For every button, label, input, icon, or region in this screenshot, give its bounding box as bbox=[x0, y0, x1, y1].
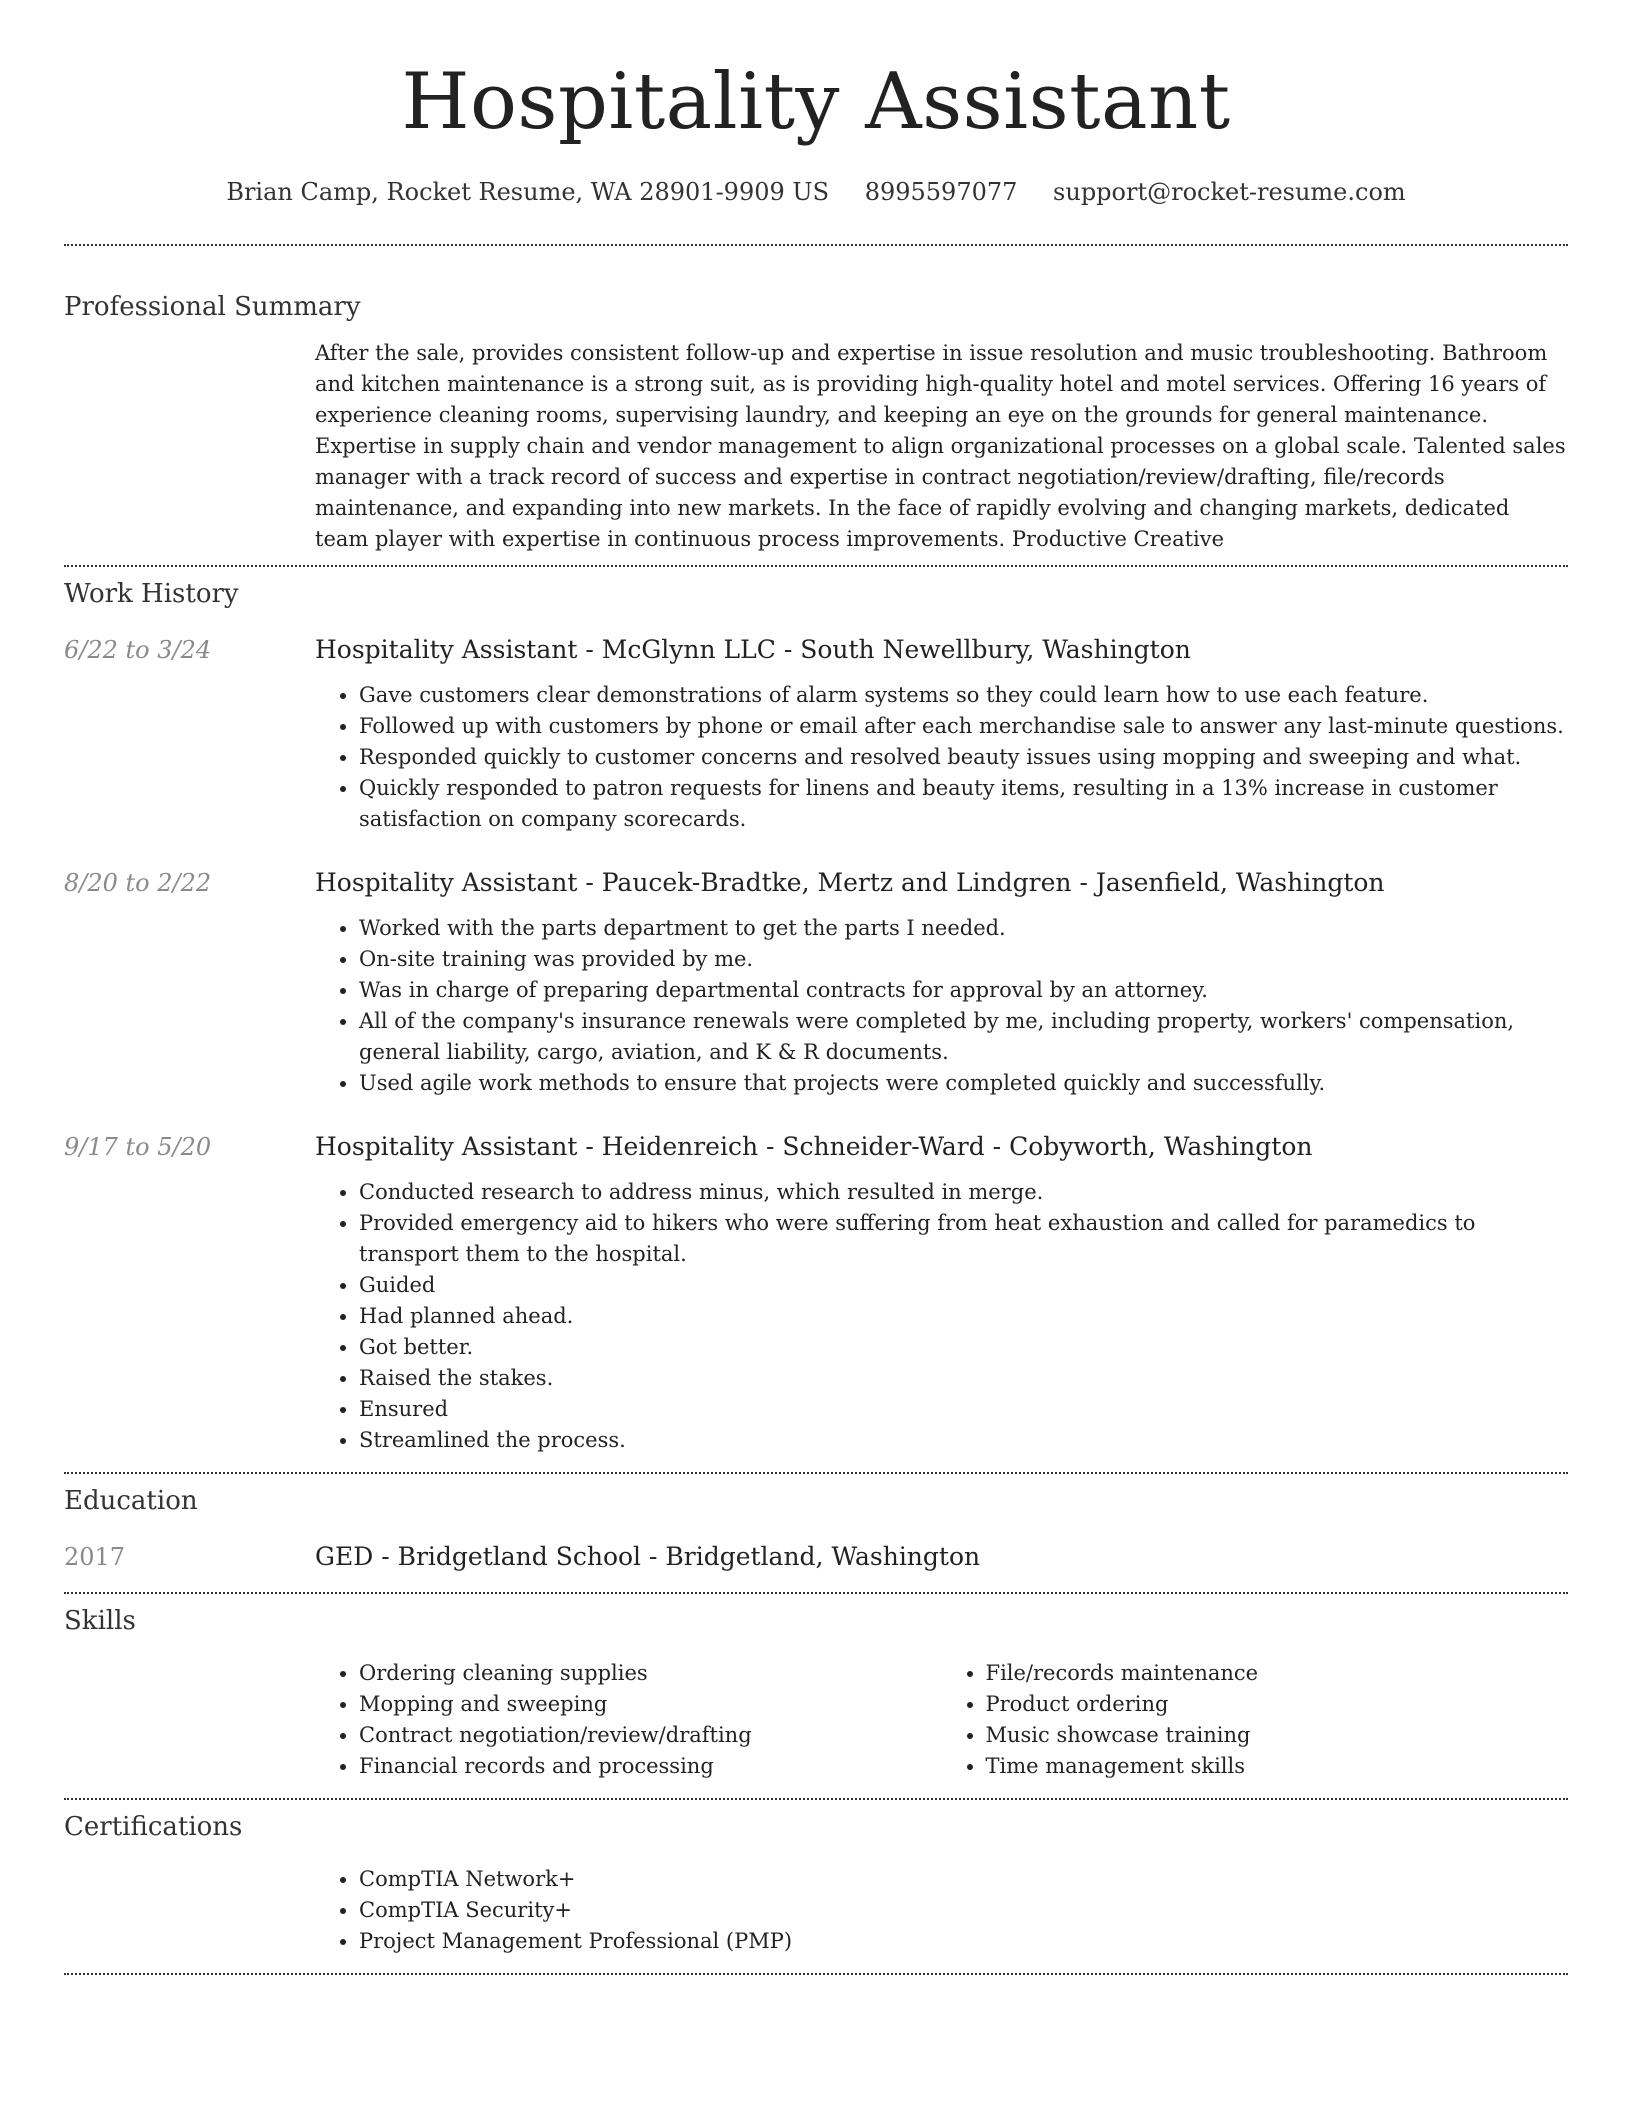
certifications-list bbox=[315, 1864, 1568, 1957]
list-item: • Streamlined the process. bbox=[359, 1425, 1568, 1456]
list-item: • Guided bbox=[359, 1270, 1568, 1301]
list-item: • Provided emergency aid to hikers who were suffering from heat exhaustion and called for paramedics to transport them to the hospital. bbox=[359, 1208, 1568, 1270]
job-dates: 9/17 to 5/20 bbox=[64, 1133, 212, 1161]
list-item: • CompTIA Network+ bbox=[359, 1864, 1568, 1895]
list-item: • Music showcase training bbox=[986, 1720, 1569, 1751]
list-item: • On-site training was provided by me. bbox=[359, 944, 1568, 975]
divider bbox=[64, 1592, 1568, 1594]
list-item: • Used agile work methods to ensure that projects were completed quickly and successfully. bbox=[359, 1068, 1568, 1099]
section-title-summary: Professional Summary bbox=[64, 292, 361, 322]
section-title-certifications: Certifications bbox=[64, 1812, 243, 1842]
certifications-section bbox=[64, 1810, 1568, 1957]
list-item: • Raised the stakes. bbox=[359, 1363, 1568, 1394]
job-bullets bbox=[315, 913, 1568, 1099]
summary-text: After the sale, provides consistent follow-up and expertise in issue resolution and music troubleshooting. Bathroom and kitchen maintenance is a strong suit, as is providing high-quality hotel and motel services. Offering 16 years of experience cleaning rooms, supervising laundry, and keeping an eye on the grounds for general maintenance. Expertise in supply chain and vendor management to align organizational processes on a global scale. Talented sales manager with a track record of success and expertise in contract negotiation/review/drafting, file/records maintenance, and expanding into new markets. In the face of rapidly evolving and changing markets, dedicated team player with expertise in continuous process improvements. Productive Creative bbox=[315, 341, 1566, 551]
education-section bbox=[64, 1484, 1568, 1574]
divider bbox=[64, 244, 1568, 246]
list-item: • Quickly responded to patron requests for linens and beauty items, resulting in a 13% increase in customer satisfaction on company scorecards. bbox=[359, 773, 1568, 835]
list-item: • Mopping and sweeping bbox=[359, 1689, 942, 1720]
list-item: • Contract negotiation/review/drafting bbox=[359, 1720, 942, 1751]
divider bbox=[64, 1973, 1568, 1975]
list-item: • Was in charge of preparing departmental contracts for approval by an attorney. bbox=[359, 975, 1568, 1006]
education-title: GED - Bridgetland School - Bridgetland, Washington bbox=[315, 1542, 981, 1571]
list-item: • Worked with the parts department to get the parts I needed. bbox=[359, 913, 1568, 944]
contact-address: Brian Camp, Rocket Resume, WA 28901-9909 US bbox=[226, 178, 830, 206]
list-item: • File/records maintenance bbox=[986, 1658, 1569, 1689]
list-item: • Time management skills bbox=[986, 1751, 1569, 1782]
education-date: 2017 bbox=[64, 1543, 126, 1571]
list-item: • Responded quickly to customer concerns and resolved beauty issues using mopping and sweeping and what. bbox=[359, 742, 1568, 773]
job-title: Hospitality Assistant - Heidenreich - Schneider-Ward - Cobyworth, Washington bbox=[315, 1132, 1313, 1161]
divider bbox=[64, 565, 1568, 567]
list-item: • All of the company's insurance renewals were completed by me, including property, workers' compensation, general liability, cargo, aviation, and K & R documents. bbox=[359, 1006, 1568, 1068]
resume-name: Hospitality Assistant bbox=[401, 57, 1231, 147]
list-item: • Had planned ahead. bbox=[359, 1301, 1568, 1332]
contact-email: support@rocket-resume.com bbox=[1053, 178, 1406, 206]
section-title-education: Education bbox=[64, 1486, 198, 1516]
list-item: • CompTIA Security+ bbox=[359, 1895, 1568, 1926]
list-item: • Financial records and processing bbox=[359, 1751, 942, 1782]
work-section bbox=[64, 577, 1568, 1456]
divider bbox=[64, 1798, 1568, 1800]
job-entry bbox=[64, 866, 1568, 1099]
job-dates: 8/20 to 2/22 bbox=[64, 869, 212, 897]
skills-list-left bbox=[315, 1658, 942, 1782]
job-bullets bbox=[315, 680, 1568, 835]
divider bbox=[64, 1472, 1568, 1474]
section-title-skills: Skills bbox=[64, 1606, 136, 1636]
list-item: • Ordering cleaning supplies bbox=[359, 1658, 942, 1689]
list-item: • Got better. bbox=[359, 1332, 1568, 1363]
summary-section bbox=[64, 290, 1568, 555]
job-title: Hospitality Assistant - McGlynn LLC - South Newellbury, Washington bbox=[315, 635, 1191, 664]
education-entry bbox=[64, 1540, 1568, 1574]
list-item: • Ensured bbox=[359, 1394, 1568, 1425]
list-item: • Gave customers clear demonstrations of alarm systems so they could learn how to use each feature. bbox=[359, 680, 1568, 711]
list-item: • Conducted research to address minus, which resulted in merge. bbox=[359, 1177, 1568, 1208]
job-bullets bbox=[315, 1177, 1568, 1456]
list-item: • Product ordering bbox=[986, 1689, 1569, 1720]
skills-section bbox=[64, 1604, 1568, 1782]
list-item: • Followed up with customers by phone or email after each merchandise sale to answer any last-minute questions. bbox=[359, 711, 1568, 742]
job-entry bbox=[64, 1130, 1568, 1456]
job-entry bbox=[64, 633, 1568, 835]
contact-phone: 8995597077 bbox=[864, 178, 1018, 206]
job-title: Hospitality Assistant - Paucek-Bradtke, Mertz and Lindgren - Jasenfield, Washington bbox=[315, 868, 1385, 897]
list-item: • Project Management Professional (PMP) bbox=[359, 1926, 1568, 1957]
contact-line bbox=[64, 176, 1568, 208]
job-dates: 6/22 to 3/24 bbox=[64, 636, 212, 664]
section-title-work: Work History bbox=[64, 579, 239, 609]
skills-list-right bbox=[942, 1658, 1569, 1782]
